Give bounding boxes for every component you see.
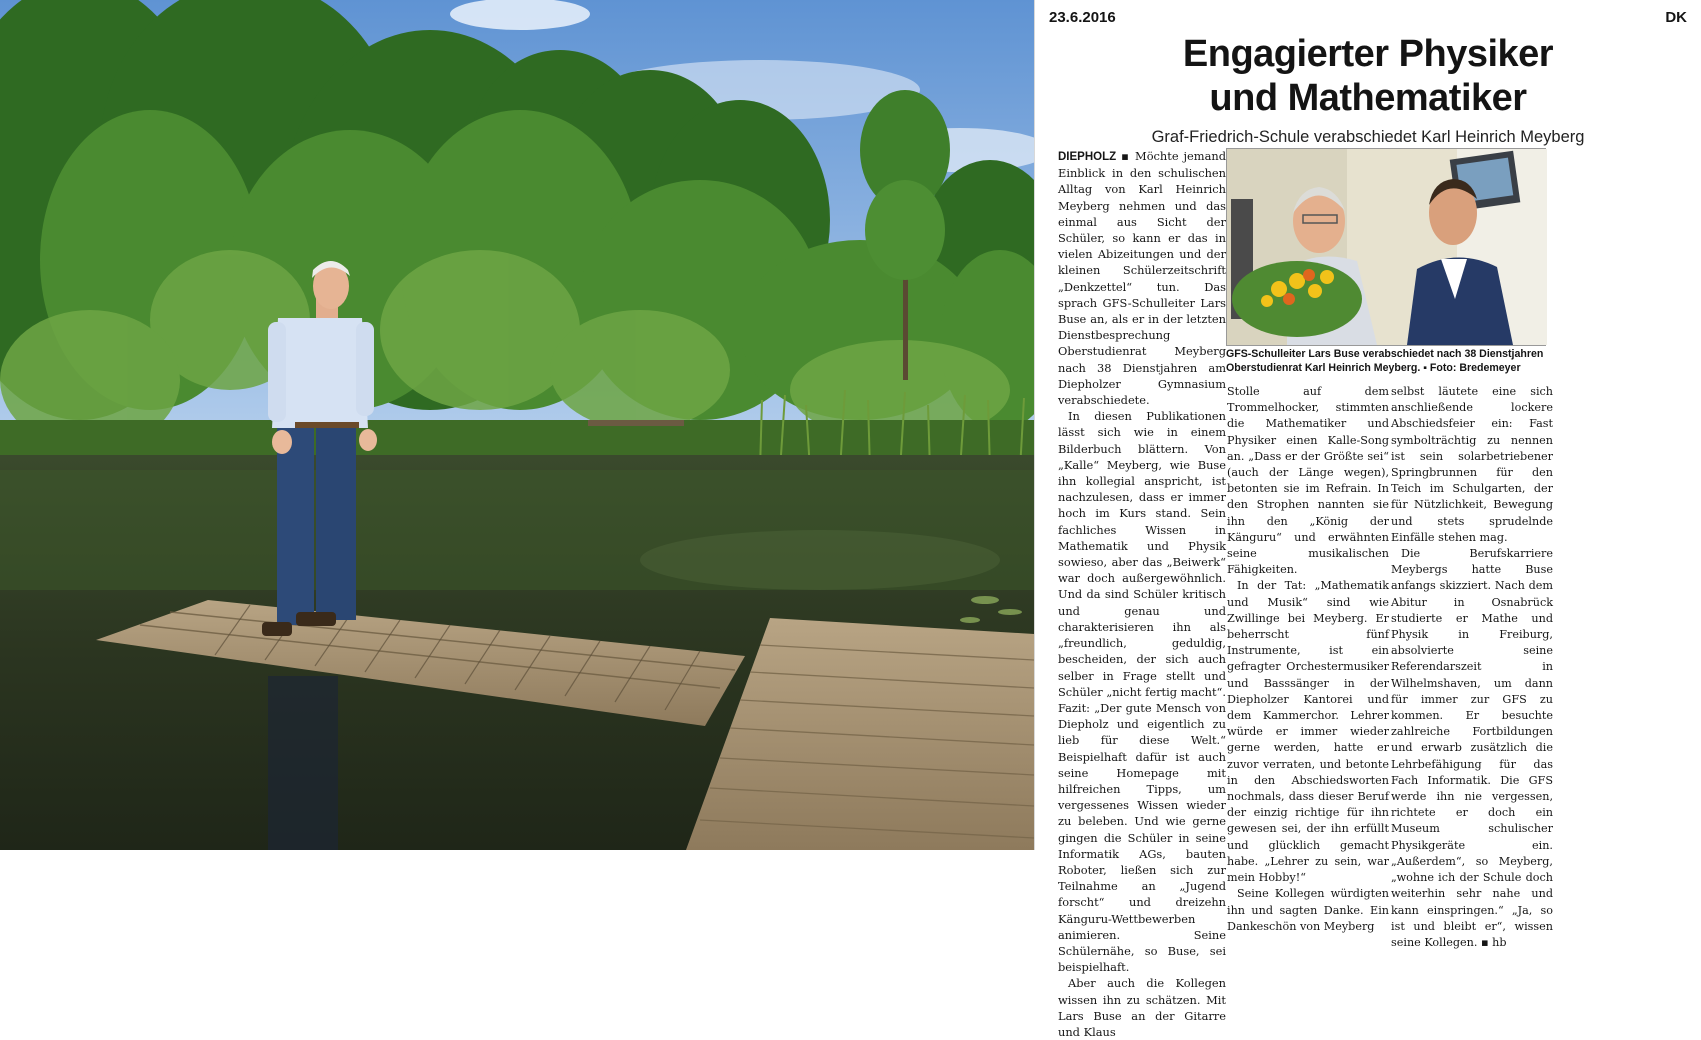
headline-line-1: Engagierter Physiker (1182, 33, 1554, 75)
article-headline (1035, 32, 1701, 120)
pond-dock-photo (0, 0, 1034, 850)
paragraph: Seine Kollegen würdigten ihn und sagten Danke. Ein Dankeschön von Meyberg (1227, 887, 1389, 933)
article-column-1 (1058, 148, 1227, 1039)
paragraph: Aber auch die Kollegen wissen ihn zu schätzen. Mit Lars Buse an der Gitarre und Klaus (1058, 976, 1226, 1039)
headline-line-2: und Mathematiker (1209, 77, 1527, 119)
farewell-photo-illustration (1227, 149, 1545, 345)
newspaper-clipping (1034, 0, 1701, 1039)
paragraph: selbst läutete eine sich anschließende lockere Abschiedsfeier ein: Fast symbolträchtig zu nennen ist sein solarbetriebener Springbrunnen für den Teich im Schulgarten, der für Nützlichkeit, Bewegung und stets sprudelnde Einfälle stehen mag. (1391, 385, 1553, 544)
publication-date: 23.6.2016 (1049, 9, 1116, 26)
newspaper-source: DK (1665, 9, 1687, 26)
paragraph: DIEPHOLZ ▪ Möchte jemand Einblick in den schulischen Alltag von Karl Heinrich Meyberg nehmen und das einmal aus Sicht der Schüler, so kann er das in vielen Abizeitungen und der kleinen Schülerzeitschrift „Denkzettel“ tun. Das sprach GFS-Schulleiter Lars Buse an, als er in der letzten Dienstbesprechung Oberstudienrat Meyberg nach 38 Dienstjahren am Diepholzer Gymnasium verabschiedete. (1058, 149, 1227, 408)
dateline: DIEPHOLZ (1058, 151, 1117, 163)
paragraph: Stolle auf dem Trommelhocker, stimmten die Mathematiker und Physiker einen Kalle-Song an. „Dass er der Größte sei“ (auch der Länge wegen), betonten sie im Refrain. In den Strophen nannten sie ihn den „König der Känguru“ und erwähnten seine musikalischen Fähigkeiten. (1227, 385, 1389, 577)
paragraph: Die Berufskarriere Meybergs hatte Buse anfangs skizziert. Nach dem Abitur in Osnabrück studierte er Mathe und Physik in Freiburg, absolvierte seine Referendarszeit in Wilhelmshaven, um dann für immer zur GFS zu kommen. Er besuchte zahlreiche Fortbildungen und erwarb zusätzlich die Lehrbefähigung für das Fach Informatik. Die GFS werde ihn nie vergessen, richtete er doch ein Museum schulischer Physikgeräte ein. „Außerdem“, so Meyberg, „wohne ich der Schule doch weiterhin sehr nahe und kann einspringen.“ „Ja, so ist und bleibt er“, wissen seine Kollegen. ▪ hb (1391, 547, 1553, 949)
paragraph: In der Tat: „Mathematik und Musik“ sind wie Zwillinge bei Meyberg. Er beherrscht fünf Instrumente, ist ein gefragter Orchestermusiker und Basssänger in der Diepholzer Kantorei und dem Kammerchor. Lehrer würde er immer wieder gerne werden, hatte er zuvor verraten, und betonte in den Abschiedsworten nochmals, dass dieser Beruf der einzig richtige für ihn gewesen sei, der ihn erfüllt und glücklich gemacht habe. „Lehrer zu sein, war mein Hobby!“ (1227, 579, 1389, 885)
paragraph: In diesen Publikationen lässt sich wie in einem Bilderbuch blättern. Von „Kalle“ Meyberg, wie Buse ihn kollegial anspricht, ist nachzulesen, dass er immer hoch im Kurs stand. Sein fachliches Wissen in Mathematik und Physik sowieso, aber das „Beiwerk“ war doch außergewöhnlich. Und da sind Schüler kritisch und genau und charakterisieren ihn als „freundlich, geduldig, bescheiden, der sich auch selber in Frage stellt und Schüler „nicht fertig macht“. Fazit: „Der gute Mensch von Diepholz und eigentlich zu lieb für diese Welt.“ Beispielhaft dafür ist auch seine Homepage mit hilfreichen Tipps, um vergessenes Wissen wieder zu beleben. Und wie gerne gingen die Schüler in seine Informatik AGs, bauten Roboter, ließen sich zur Teilnahme an „Jugend forscht“ und dreizehn Känguru-Wettbewerben animieren. Seine Schülernähe, so Buse, sei beispielhaft. (1058, 409, 1226, 975)
article-column-3 (1391, 384, 1553, 949)
article-column-2 (1227, 384, 1389, 933)
article-subheadline: Graf-Friedrich-Schule verabschiedet Karl Heinrich Meyberg (1151, 128, 1585, 146)
photo-caption: GFS-Schulleiter Lars Buse verabschiedet nach 38 Dienstjahren Oberstudienrat Karl Heinrich Meyberg. ▪ Foto: Bredemeyer (1226, 348, 1544, 374)
pond-scene-illustration (0, 0, 1034, 850)
farewell-photo (1226, 148, 1546, 346)
